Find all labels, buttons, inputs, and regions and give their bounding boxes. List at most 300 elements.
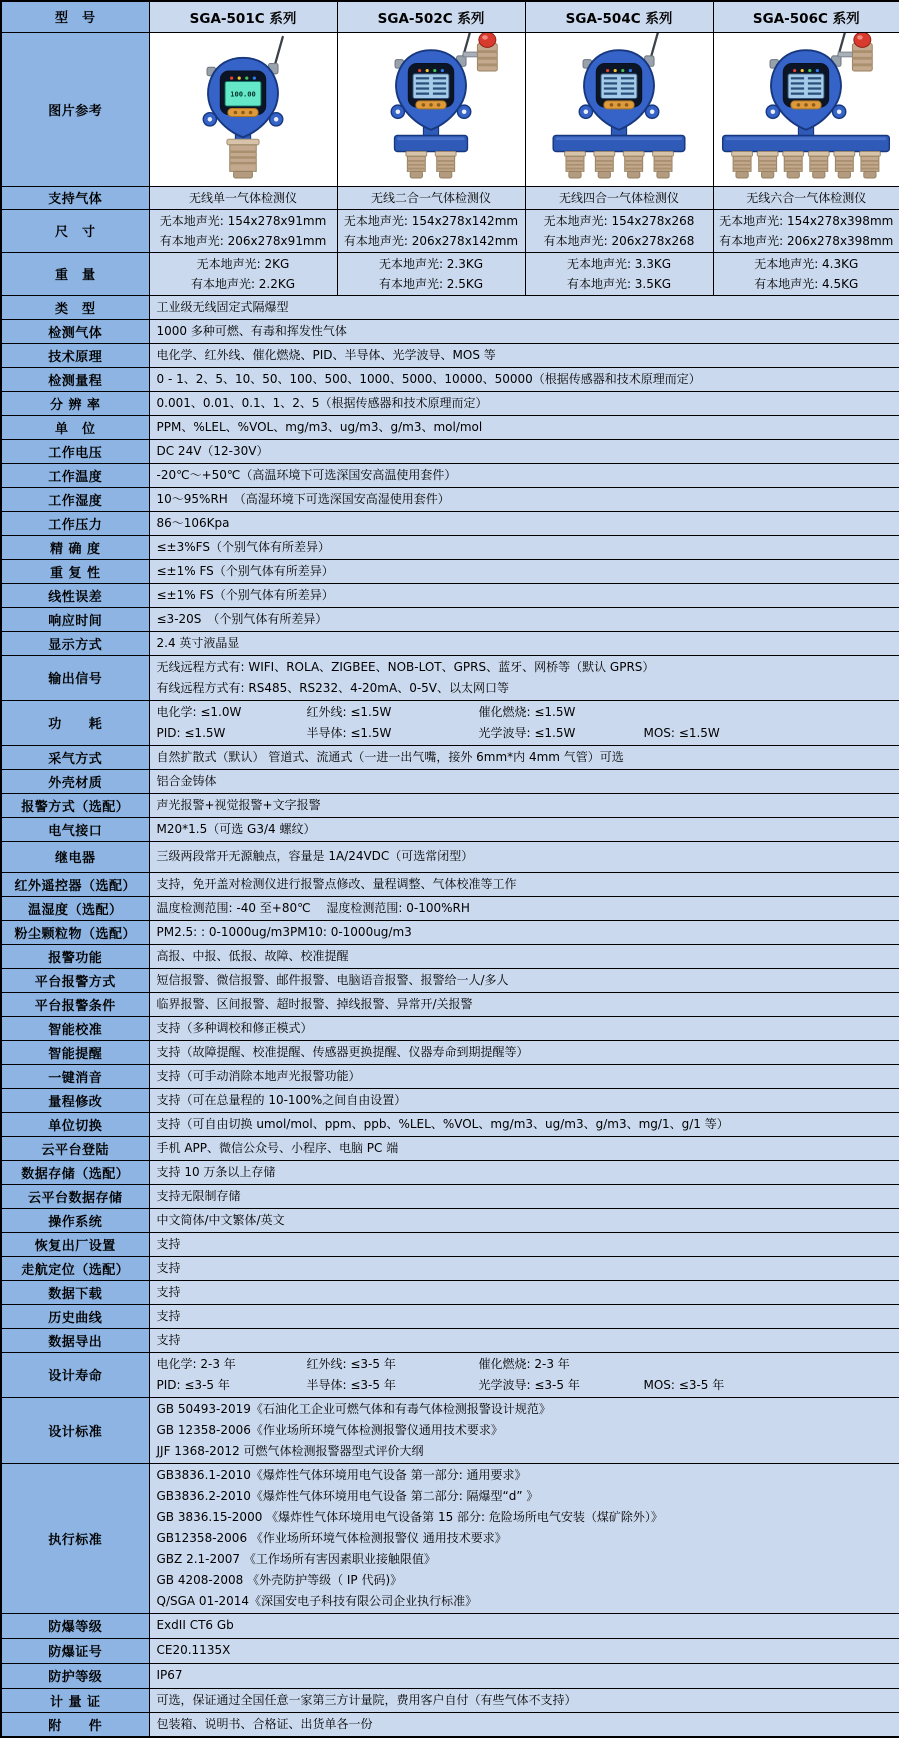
row-label: 电气接口 bbox=[1, 817, 149, 841]
spec-line bbox=[157, 297, 893, 318]
spec-row bbox=[1, 319, 899, 343]
spec-segment: MOS: ≤1.5W bbox=[643, 725, 720, 740]
row-label: 粉尘颗粒物（选配） bbox=[1, 920, 149, 944]
row-label: 恢复出厂设置 bbox=[1, 1232, 149, 1256]
weight-row bbox=[1, 252, 899, 295]
spec-value bbox=[149, 745, 899, 769]
spec-line bbox=[157, 1640, 893, 1661]
spec-segment: 支持无限制存储 bbox=[156, 1188, 241, 1203]
spec-line bbox=[157, 819, 893, 840]
row-label: 技术原理 bbox=[1, 343, 149, 367]
spec-line bbox=[157, 1210, 893, 1231]
row-label: 云平台数据存储 bbox=[1, 1184, 149, 1208]
row-label: 平台报警方式 bbox=[1, 968, 149, 992]
spec-value bbox=[149, 607, 899, 631]
spec-line bbox=[157, 874, 893, 895]
spec-value bbox=[149, 1712, 899, 1737]
spec-segment: 高报、中报、低报、故障、校准提醒 bbox=[156, 948, 349, 963]
model-header-row bbox=[1, 1, 899, 32]
spec-segment: Q/SGA 01-2014《深国安电子科技有限公司企业执行标准》 bbox=[156, 1593, 478, 1608]
row-label: 图片参考 bbox=[1, 32, 149, 186]
spec-segment: 支持（可在总量程的 10-100%之间自由设置） bbox=[156, 1092, 407, 1107]
spec-line bbox=[157, 513, 893, 534]
spec-row bbox=[1, 511, 899, 535]
spec-value bbox=[149, 1208, 899, 1232]
spec-line: 无本地声光: 154x278x398mm bbox=[719, 213, 894, 228]
spec-segment: 支持 bbox=[156, 1236, 181, 1251]
spec-segment: GB 12358-2006《作业场所环境气体检测报警仪通用技术要求》 bbox=[156, 1422, 503, 1437]
spec-value bbox=[149, 793, 899, 817]
spec-segment: 红外线: ≤3-5 年 bbox=[306, 1356, 396, 1371]
row-label: 精 确 度 bbox=[1, 535, 149, 559]
spec-line: 无本地声光: 3.3KG bbox=[566, 256, 672, 271]
row-label: 尺 寸 bbox=[1, 209, 149, 252]
spec-line bbox=[157, 441, 893, 462]
spec-segment: 催化燃烧: 2-3 年 bbox=[478, 1356, 570, 1371]
spec-row bbox=[1, 439, 899, 463]
spec-value bbox=[149, 944, 899, 968]
spec-value bbox=[149, 415, 899, 439]
spec-line bbox=[157, 1420, 893, 1441]
spec-value bbox=[149, 559, 899, 583]
row-label: 检测气体 bbox=[1, 319, 149, 343]
spec-row bbox=[1, 535, 899, 559]
spec-row bbox=[1, 1064, 899, 1088]
spec-segment: ≤±3%FS（个别气体有所差异） bbox=[156, 539, 330, 554]
spec-line bbox=[157, 1399, 893, 1420]
spec-row bbox=[1, 1112, 899, 1136]
row-label: 防护等级 bbox=[1, 1663, 149, 1688]
spec-value bbox=[149, 1232, 899, 1256]
spec-segment: PID: ≤1.5W bbox=[156, 725, 226, 740]
spec-segment: GB3836.1-2010《爆炸性气体环境用电气设备 第一部分: 通用要求》 bbox=[156, 1467, 527, 1482]
spec-value bbox=[149, 896, 899, 920]
row-label: 报警功能 bbox=[1, 944, 149, 968]
row-label: 分 辨 率 bbox=[1, 391, 149, 415]
spec-line: 有本地声光: 2.2KG bbox=[190, 276, 296, 291]
spec-row bbox=[1, 655, 899, 700]
spec-segment: GB 3836.15-2000 《爆炸性气体环境用电气设备第 15 部分: 危险场所电气安装（煤矿除外）》 bbox=[156, 1509, 663, 1524]
spec-segment: -20℃～+50℃（高温环境下可选深国安高温使用套件） bbox=[156, 467, 457, 482]
spec-value bbox=[149, 631, 899, 655]
spec-line: 有本地声光: 206x278x142mm bbox=[343, 233, 519, 248]
spec-pair-value bbox=[713, 252, 899, 295]
spec-segment: 1000 多种可燃、有毒和挥发性气体 bbox=[156, 323, 347, 338]
spec-line bbox=[157, 1690, 893, 1711]
spec-segment: 支持（故障提醒、校准提醒、传感器更换提醒、仪器寿命到期提醒等） bbox=[156, 1044, 529, 1059]
spec-segment: GBZ 2.1-2007 《工作场所有害因素职业接触限值》 bbox=[156, 1551, 436, 1566]
spec-line bbox=[157, 946, 893, 967]
spec-value bbox=[149, 1328, 899, 1352]
spec-row bbox=[1, 1712, 899, 1737]
spec-line bbox=[157, 846, 893, 867]
spec-segment: PID: ≤3-5 年 bbox=[156, 1377, 230, 1392]
spec-value bbox=[149, 1136, 899, 1160]
row-label: 外壳材质 bbox=[1, 769, 149, 793]
spec-line bbox=[157, 1441, 893, 1462]
spec-row bbox=[1, 1040, 899, 1064]
spec-segment: 电化学: ≤1.0W bbox=[156, 704, 242, 719]
row-label: 响应时间 bbox=[1, 607, 149, 631]
row-label: 智能校准 bbox=[1, 1016, 149, 1040]
gas-detector-two-sensor-icon bbox=[342, 33, 520, 181]
spec-line bbox=[157, 1591, 893, 1612]
spec-line bbox=[157, 1066, 893, 1087]
product-type-value: 无线六合一气体检测仪 bbox=[713, 186, 899, 209]
spec-row bbox=[1, 745, 899, 769]
spec-segment: 中文简体/中文繁体/英文 bbox=[156, 1212, 285, 1227]
spec-value bbox=[149, 1064, 899, 1088]
spec-line bbox=[157, 1486, 893, 1507]
spec-line bbox=[157, 369, 893, 390]
spec-value bbox=[149, 841, 899, 872]
gas-detector-single-sensor-icon bbox=[154, 33, 332, 181]
spec-row bbox=[1, 1184, 899, 1208]
row-label: 历史曲线 bbox=[1, 1304, 149, 1328]
spec-segment: 有线远程方式有: RS485、RS232、4-20mA、0-5V、以太网口等 bbox=[156, 680, 510, 695]
spec-segment: ≤±1% FS（个别气体有所差异） bbox=[156, 563, 334, 578]
row-label: 支持气体 bbox=[1, 186, 149, 209]
spec-line: 无本地声光: 154x278x91mm bbox=[159, 213, 327, 228]
spec-pair-value bbox=[337, 209, 525, 252]
row-label: 一键消音 bbox=[1, 1064, 149, 1088]
spec-row bbox=[1, 463, 899, 487]
spec-line bbox=[157, 1186, 893, 1207]
spec-line bbox=[157, 537, 893, 558]
spec-segment: 0.001、0.01、0.1、1、2、5（根据传感器和技术原理而定） bbox=[156, 395, 488, 410]
spec-value bbox=[149, 655, 899, 700]
spec-line bbox=[157, 321, 893, 342]
spec-value bbox=[149, 968, 899, 992]
spec-row bbox=[1, 1328, 899, 1352]
row-label: 走航定位（选配） bbox=[1, 1256, 149, 1280]
spec-segment: 支持（多种调校和修正模式） bbox=[156, 1020, 313, 1035]
spec-row bbox=[1, 367, 899, 391]
spec-line: 无本地声光: 2.3KG bbox=[378, 256, 484, 271]
row-label: 防爆证号 bbox=[1, 1638, 149, 1663]
spec-row bbox=[1, 944, 899, 968]
spec-value bbox=[149, 1688, 899, 1712]
product-type-value: 无线单一气体检测仪 bbox=[149, 186, 337, 209]
spec-row bbox=[1, 1256, 899, 1280]
spec-value bbox=[149, 1663, 899, 1688]
spec-segment: GB 4208-2008 《外壳防护等级（ IP 代码)》 bbox=[156, 1572, 403, 1587]
spec-segment: 0 - 1、2、5、10、50、100、500、1000、5000、10000、50000（根据传感器和技术原理而定） bbox=[156, 371, 701, 386]
spec-segment: ExdII CT6 Gb bbox=[156, 1618, 234, 1632]
spec-segment: GB3836.2-2010《爆炸性气体环境用电气设备 第二部分: 隔爆型“d” 》 bbox=[156, 1488, 539, 1503]
spec-segment: PM2.5: : 0-1000ug/m3 bbox=[156, 924, 290, 939]
spec-line: 有本地声光: 3.5KG bbox=[566, 276, 672, 291]
spec-value bbox=[149, 992, 899, 1016]
spec-line bbox=[157, 1465, 893, 1486]
row-label: 型 号 bbox=[1, 1, 149, 32]
spec-line: 有本地声光: 206x278x398mm bbox=[719, 233, 894, 248]
row-label: 工作电压 bbox=[1, 439, 149, 463]
spec-line bbox=[157, 657, 893, 678]
spec-value bbox=[149, 1304, 899, 1328]
spec-line bbox=[157, 1234, 893, 1255]
gas-detector-six-sensor-icon bbox=[717, 33, 895, 181]
spec-row bbox=[1, 1463, 899, 1613]
row-label: 类 型 bbox=[1, 295, 149, 319]
spec-line bbox=[157, 970, 893, 991]
row-label: 单 位 bbox=[1, 415, 149, 439]
spec-row bbox=[1, 1088, 899, 1112]
spec-line bbox=[157, 1090, 893, 1111]
spec-line bbox=[157, 1138, 893, 1159]
spec-value bbox=[149, 1613, 899, 1638]
spec-line bbox=[157, 1615, 893, 1636]
row-label: 重 复 性 bbox=[1, 559, 149, 583]
spec-line: 无本地声光: 154x278x268 bbox=[543, 213, 695, 228]
spec-row bbox=[1, 920, 899, 944]
spec-line bbox=[157, 1354, 893, 1375]
spec-value bbox=[149, 1280, 899, 1304]
spec-value bbox=[149, 872, 899, 896]
model-column-header: SGA-502C 系列 bbox=[337, 1, 525, 32]
row-label: 单位切换 bbox=[1, 1112, 149, 1136]
spec-line bbox=[157, 561, 893, 582]
spec-line bbox=[157, 1282, 893, 1303]
spec-row bbox=[1, 1136, 899, 1160]
product-type-value: 无线二合一气体检测仪 bbox=[337, 186, 525, 209]
spec-segment: 2.4 英寸液晶显 bbox=[156, 635, 240, 650]
spec-line bbox=[157, 417, 893, 438]
spec-segment: 无线远程方式有: WIFI、ROLA、ZIGBEE、NOB-LOT、GPRS、蓝牙、网桥等（默认 GPRS） bbox=[156, 659, 655, 674]
spec-segment: 支持 10 万条以上存储 bbox=[156, 1164, 276, 1179]
spec-line bbox=[157, 1665, 893, 1686]
spec-line bbox=[157, 1018, 893, 1039]
spec-segment: DC 24V（12-30V） bbox=[156, 443, 269, 458]
spec-value bbox=[149, 1184, 899, 1208]
spec-row bbox=[1, 1397, 899, 1463]
product-image-cell bbox=[525, 32, 713, 186]
spec-row bbox=[1, 1208, 899, 1232]
spec-row bbox=[1, 1688, 899, 1712]
spec-row bbox=[1, 1613, 899, 1638]
spec-row bbox=[1, 559, 899, 583]
spec-segment: CE20.1135X bbox=[156, 1643, 231, 1657]
spec-segment: JJF 1368-2012 可燃气体检测报警器型式评价大纲 bbox=[156, 1443, 424, 1458]
spec-line bbox=[157, 489, 893, 510]
row-label: 智能提醒 bbox=[1, 1040, 149, 1064]
product-type-value: 无线四合一气体检测仪 bbox=[525, 186, 713, 209]
spec-row bbox=[1, 1160, 899, 1184]
spec-line bbox=[157, 1306, 893, 1327]
spec-segment: 支持 bbox=[156, 1308, 181, 1323]
spec-row bbox=[1, 769, 899, 793]
spec-row bbox=[1, 1352, 899, 1397]
spec-row bbox=[1, 391, 899, 415]
spec-line bbox=[157, 1042, 893, 1063]
spec-segment: 支持，免开盖对检测仪进行报警点修改、量程调整、气体校准等工作 bbox=[156, 876, 517, 891]
image-reference-row bbox=[1, 32, 899, 186]
spec-line: 无本地声光: 154x278x142mm bbox=[343, 213, 519, 228]
spec-value bbox=[149, 1112, 899, 1136]
spec-segment: 临界报警、区间报警、超时报警、掉线报警、异常开/关报警 bbox=[156, 996, 473, 1011]
spec-line bbox=[157, 609, 893, 630]
spec-pair-value bbox=[337, 252, 525, 295]
product-image-cell bbox=[149, 32, 337, 186]
row-label: 工作压力 bbox=[1, 511, 149, 535]
spec-row bbox=[1, 631, 899, 655]
row-label: 防爆等级 bbox=[1, 1613, 149, 1638]
spec-segment: PPM、%LEL、%VOL、mg/m3、ug/m3、g/m3、mol/mol bbox=[156, 419, 483, 434]
row-label: 功 耗 bbox=[1, 700, 149, 745]
spec-segment: 支持 bbox=[156, 1260, 181, 1275]
spec-segment: 可选，保证通过全国任意一家第三方计量院，费用客户自付（有些气体不支持） bbox=[156, 1692, 577, 1707]
spec-line bbox=[157, 1258, 893, 1279]
spec-line: 有本地声光: 206x278x268 bbox=[543, 233, 695, 248]
spec-segment: GB12358-2006 《作业场所环境气体检测报警仪 通用技术要求》 bbox=[156, 1530, 507, 1545]
spec-line bbox=[157, 465, 893, 486]
row-label: 报警方式（选配） bbox=[1, 793, 149, 817]
spec-line bbox=[157, 771, 893, 792]
spec-segment: 支持 bbox=[156, 1284, 181, 1299]
spec-value bbox=[149, 1040, 899, 1064]
spec-row bbox=[1, 487, 899, 511]
gas-detector-four-sensor-icon bbox=[530, 33, 708, 181]
spec-row bbox=[1, 793, 899, 817]
spec-segment: 三级两段常开无源触点，容量是 1A/24VDC（可选常闭型） bbox=[156, 849, 474, 863]
row-label: 数据存储（选配） bbox=[1, 1160, 149, 1184]
spec-line bbox=[157, 922, 893, 943]
spec-row bbox=[1, 700, 899, 745]
spec-row bbox=[1, 343, 899, 367]
spec-value bbox=[149, 463, 899, 487]
row-label: 设计寿命 bbox=[1, 1352, 149, 1397]
spec-line bbox=[157, 1375, 893, 1396]
spec-line bbox=[157, 994, 893, 1015]
row-label: 重 量 bbox=[1, 252, 149, 295]
spec-value bbox=[149, 511, 899, 535]
spec-pair-value bbox=[713, 209, 899, 252]
spec-line bbox=[157, 1507, 893, 1528]
spec-segment: ≤±1% FS（个别气体有所差异） bbox=[156, 587, 334, 602]
row-label: 工作温度 bbox=[1, 463, 149, 487]
product-image-cell bbox=[713, 32, 899, 186]
spec-value bbox=[149, 1016, 899, 1040]
row-label: 平台报警条件 bbox=[1, 992, 149, 1016]
spec-value bbox=[149, 1256, 899, 1280]
spec-segment: 支持 bbox=[156, 1332, 181, 1347]
spec-row bbox=[1, 817, 899, 841]
spec-row bbox=[1, 1280, 899, 1304]
spec-line bbox=[157, 633, 893, 654]
product-image-cell bbox=[337, 32, 525, 186]
spec-segment: 短信报警、微信报警、邮件报警、电脑语音报警、报警给一人/多人 bbox=[156, 972, 509, 987]
spec-row bbox=[1, 607, 899, 631]
spec-segment: 半导体: ≤1.5W bbox=[306, 725, 392, 740]
spec-segment: 电化学: 2-3 年 bbox=[156, 1356, 236, 1371]
spec-line bbox=[157, 1114, 893, 1135]
spec-line bbox=[157, 1549, 893, 1570]
spec-segment: PM10: 0-1000ug/m3 bbox=[289, 924, 412, 939]
spec-segment: 自然扩散式（默认） 管道式、流通式（一进一出气嘴，接外 6mm*内 4mm 气管）可选 bbox=[156, 749, 624, 764]
spec-value bbox=[149, 817, 899, 841]
row-label: 采气方式 bbox=[1, 745, 149, 769]
spec-line bbox=[157, 723, 893, 744]
spec-row bbox=[1, 1638, 899, 1663]
spec-segment: 催化燃烧: ≤1.5W bbox=[478, 704, 576, 719]
spec-value bbox=[149, 1397, 899, 1463]
supported-gas-row bbox=[1, 186, 899, 209]
row-label: 红外遥控器（选配） bbox=[1, 872, 149, 896]
spec-value bbox=[149, 367, 899, 391]
spec-segment: 光学波导: ≤1.5W bbox=[478, 725, 576, 740]
spec-line: 无本地声光: 4.3KG bbox=[754, 256, 859, 271]
spec-line: 有本地声光: 4.5KG bbox=[754, 276, 859, 291]
dimensions-row bbox=[1, 209, 899, 252]
spec-value bbox=[149, 1160, 899, 1184]
row-label: 检测量程 bbox=[1, 367, 149, 391]
spec-value bbox=[149, 487, 899, 511]
spec-line bbox=[157, 345, 893, 366]
spec-segment: ≤3-20S （个别气体有所差异） bbox=[156, 611, 328, 626]
spec-segment: MOS: ≤3-5 年 bbox=[643, 1377, 725, 1392]
spec-value bbox=[149, 343, 899, 367]
model-column-header: SGA-506C 系列 bbox=[713, 1, 899, 32]
spec-segment: 红外线: ≤1.5W bbox=[306, 704, 392, 719]
row-label: 云平台登陆 bbox=[1, 1136, 149, 1160]
spec-line: 无本地声光: 2KG bbox=[196, 256, 290, 271]
row-label: 工作湿度 bbox=[1, 487, 149, 511]
spec-row bbox=[1, 841, 899, 872]
spec-line bbox=[157, 678, 893, 699]
spec-line bbox=[157, 585, 893, 606]
spec-segment: 支持（可手动消除本地声光报警功能） bbox=[156, 1068, 361, 1083]
svg-text:100.00: 100.00 bbox=[230, 89, 256, 99]
spec-line: 有本地声光: 206x278x91mm bbox=[159, 233, 327, 248]
spec-value bbox=[149, 295, 899, 319]
row-label: 设计标准 bbox=[1, 1397, 149, 1463]
spec-value bbox=[149, 920, 899, 944]
spec-line bbox=[157, 393, 893, 414]
spec-segment: 温度检测范围: -40 至+80℃ 湿度检测范围: 0-100%RH bbox=[156, 900, 470, 915]
spec-line bbox=[157, 747, 893, 768]
spec-line bbox=[157, 898, 893, 919]
spec-segment: 包装箱、说明书、合格证、出货单各一份 bbox=[156, 1716, 373, 1731]
spec-line bbox=[157, 1570, 893, 1591]
spec-segment: IP67 bbox=[156, 1668, 183, 1682]
row-label: 计 量 证 bbox=[1, 1688, 149, 1712]
model-column-header: SGA-501C 系列 bbox=[149, 1, 337, 32]
spec-row bbox=[1, 295, 899, 319]
spec-segment: 工业级无线固定式隔爆型 bbox=[156, 299, 289, 314]
spec-segment: 86～106Kpa bbox=[156, 515, 230, 530]
spec-pair-value bbox=[149, 209, 337, 252]
spec-pair-value bbox=[525, 252, 713, 295]
spec-segment: 声光报警+视觉报警+文字报警 bbox=[156, 797, 321, 812]
spec-line bbox=[157, 1714, 893, 1735]
spec-segment: 光学波导: ≤3-5 年 bbox=[478, 1377, 580, 1392]
spec-line bbox=[157, 1330, 893, 1351]
spec-segment: 支持（可自由切换 umol/mol、ppm、ppb、%LEL、%VOL、mg/m3、ug/m3、g/m3、mg/1、g/1 等） bbox=[156, 1116, 729, 1131]
spec-pair-value bbox=[149, 252, 337, 295]
spec-line bbox=[157, 1162, 893, 1183]
spec-segment: 10～95%RH （高湿环境下可选深国安高湿使用套件） bbox=[156, 491, 450, 506]
spec-row bbox=[1, 896, 899, 920]
spec-segment: 半导体: ≤3-5 年 bbox=[306, 1377, 396, 1392]
spec-row bbox=[1, 583, 899, 607]
row-label: 操作系统 bbox=[1, 1208, 149, 1232]
spec-value bbox=[149, 535, 899, 559]
spec-value bbox=[149, 1352, 899, 1397]
spec-row bbox=[1, 1663, 899, 1688]
spec-line: 有本地声光: 2.5KG bbox=[378, 276, 484, 291]
spec-value bbox=[149, 439, 899, 463]
spec-row bbox=[1, 1232, 899, 1256]
